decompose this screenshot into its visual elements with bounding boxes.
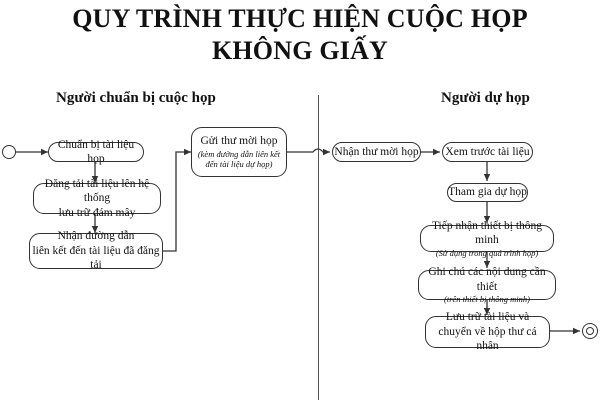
step-upload-docs-line1: Đăng tải tài liệu lên hệ thống [44, 177, 150, 205]
step-upload-docs-line2: lưu trữ đám mây [58, 206, 136, 219]
step-receive-link-line2: liên kết đến tài liệu đã đăng tải [32, 244, 160, 272]
step-send-invite-note2: đến tài liệu dự họp) [205, 159, 273, 170]
edge-sendinvite-receiveinvite [287, 149, 330, 152]
step-take-notes-note: (trên thiết bị thông minh) [444, 294, 530, 305]
start-node [2, 145, 16, 159]
step-receive-link-line1: Nhận đường dẫn [57, 230, 135, 243]
step-upload-docs [33, 177, 161, 219]
step-receive-device-label: Tiếp nhận thiết bị thông minh [431, 219, 543, 247]
step-attend [447, 183, 528, 202]
step-preview-docs-label: Xem trước tài liệu [445, 145, 530, 158]
step-send-invite-label: Gửi thư mời họp [200, 135, 278, 148]
step-receive-link [29, 230, 163, 272]
step-prepare-docs [48, 138, 144, 165]
end-node [582, 323, 598, 339]
step-take-notes [418, 266, 556, 305]
step-receive-invite-label: Nhận thư mời họp [334, 145, 419, 158]
step-receive-device [420, 219, 554, 258]
step-send-invite [191, 127, 287, 177]
lane-header-attendee: Người dự họp [441, 90, 530, 106]
edge-receivelink-sendinvite [162, 152, 191, 251]
lane-header-organizer: Người chuẩn bị cuộc họp [56, 90, 216, 106]
step-store-docs [425, 311, 550, 353]
step-receive-device-note: (Sử dụng trong quá trình họp) [435, 247, 539, 258]
step-store-docs-line2: chuyển về hộp thư cá nhân [438, 325, 537, 353]
step-preview-docs [442, 142, 533, 162]
step-take-notes-label: Ghi chú các nội dung cần thiết [428, 266, 546, 293]
step-attend-label: Tham gia dự họp [448, 186, 527, 199]
diagram-title-line1: QUY TRÌNH THỰC HIỆN CUỘC HỌP [72, 4, 528, 33]
step-receive-invite [332, 142, 421, 162]
diagram-title-line2: KHÔNG GIẤY [211, 36, 389, 65]
step-prepare-docs-label: Chuẩn bị tài liệu họp [57, 138, 135, 165]
step-store-docs-line1: Lưu trữ tài liệu và [445, 311, 530, 324]
step-send-invite-note1: (kèm đường dẫn liên kết [197, 148, 281, 159]
